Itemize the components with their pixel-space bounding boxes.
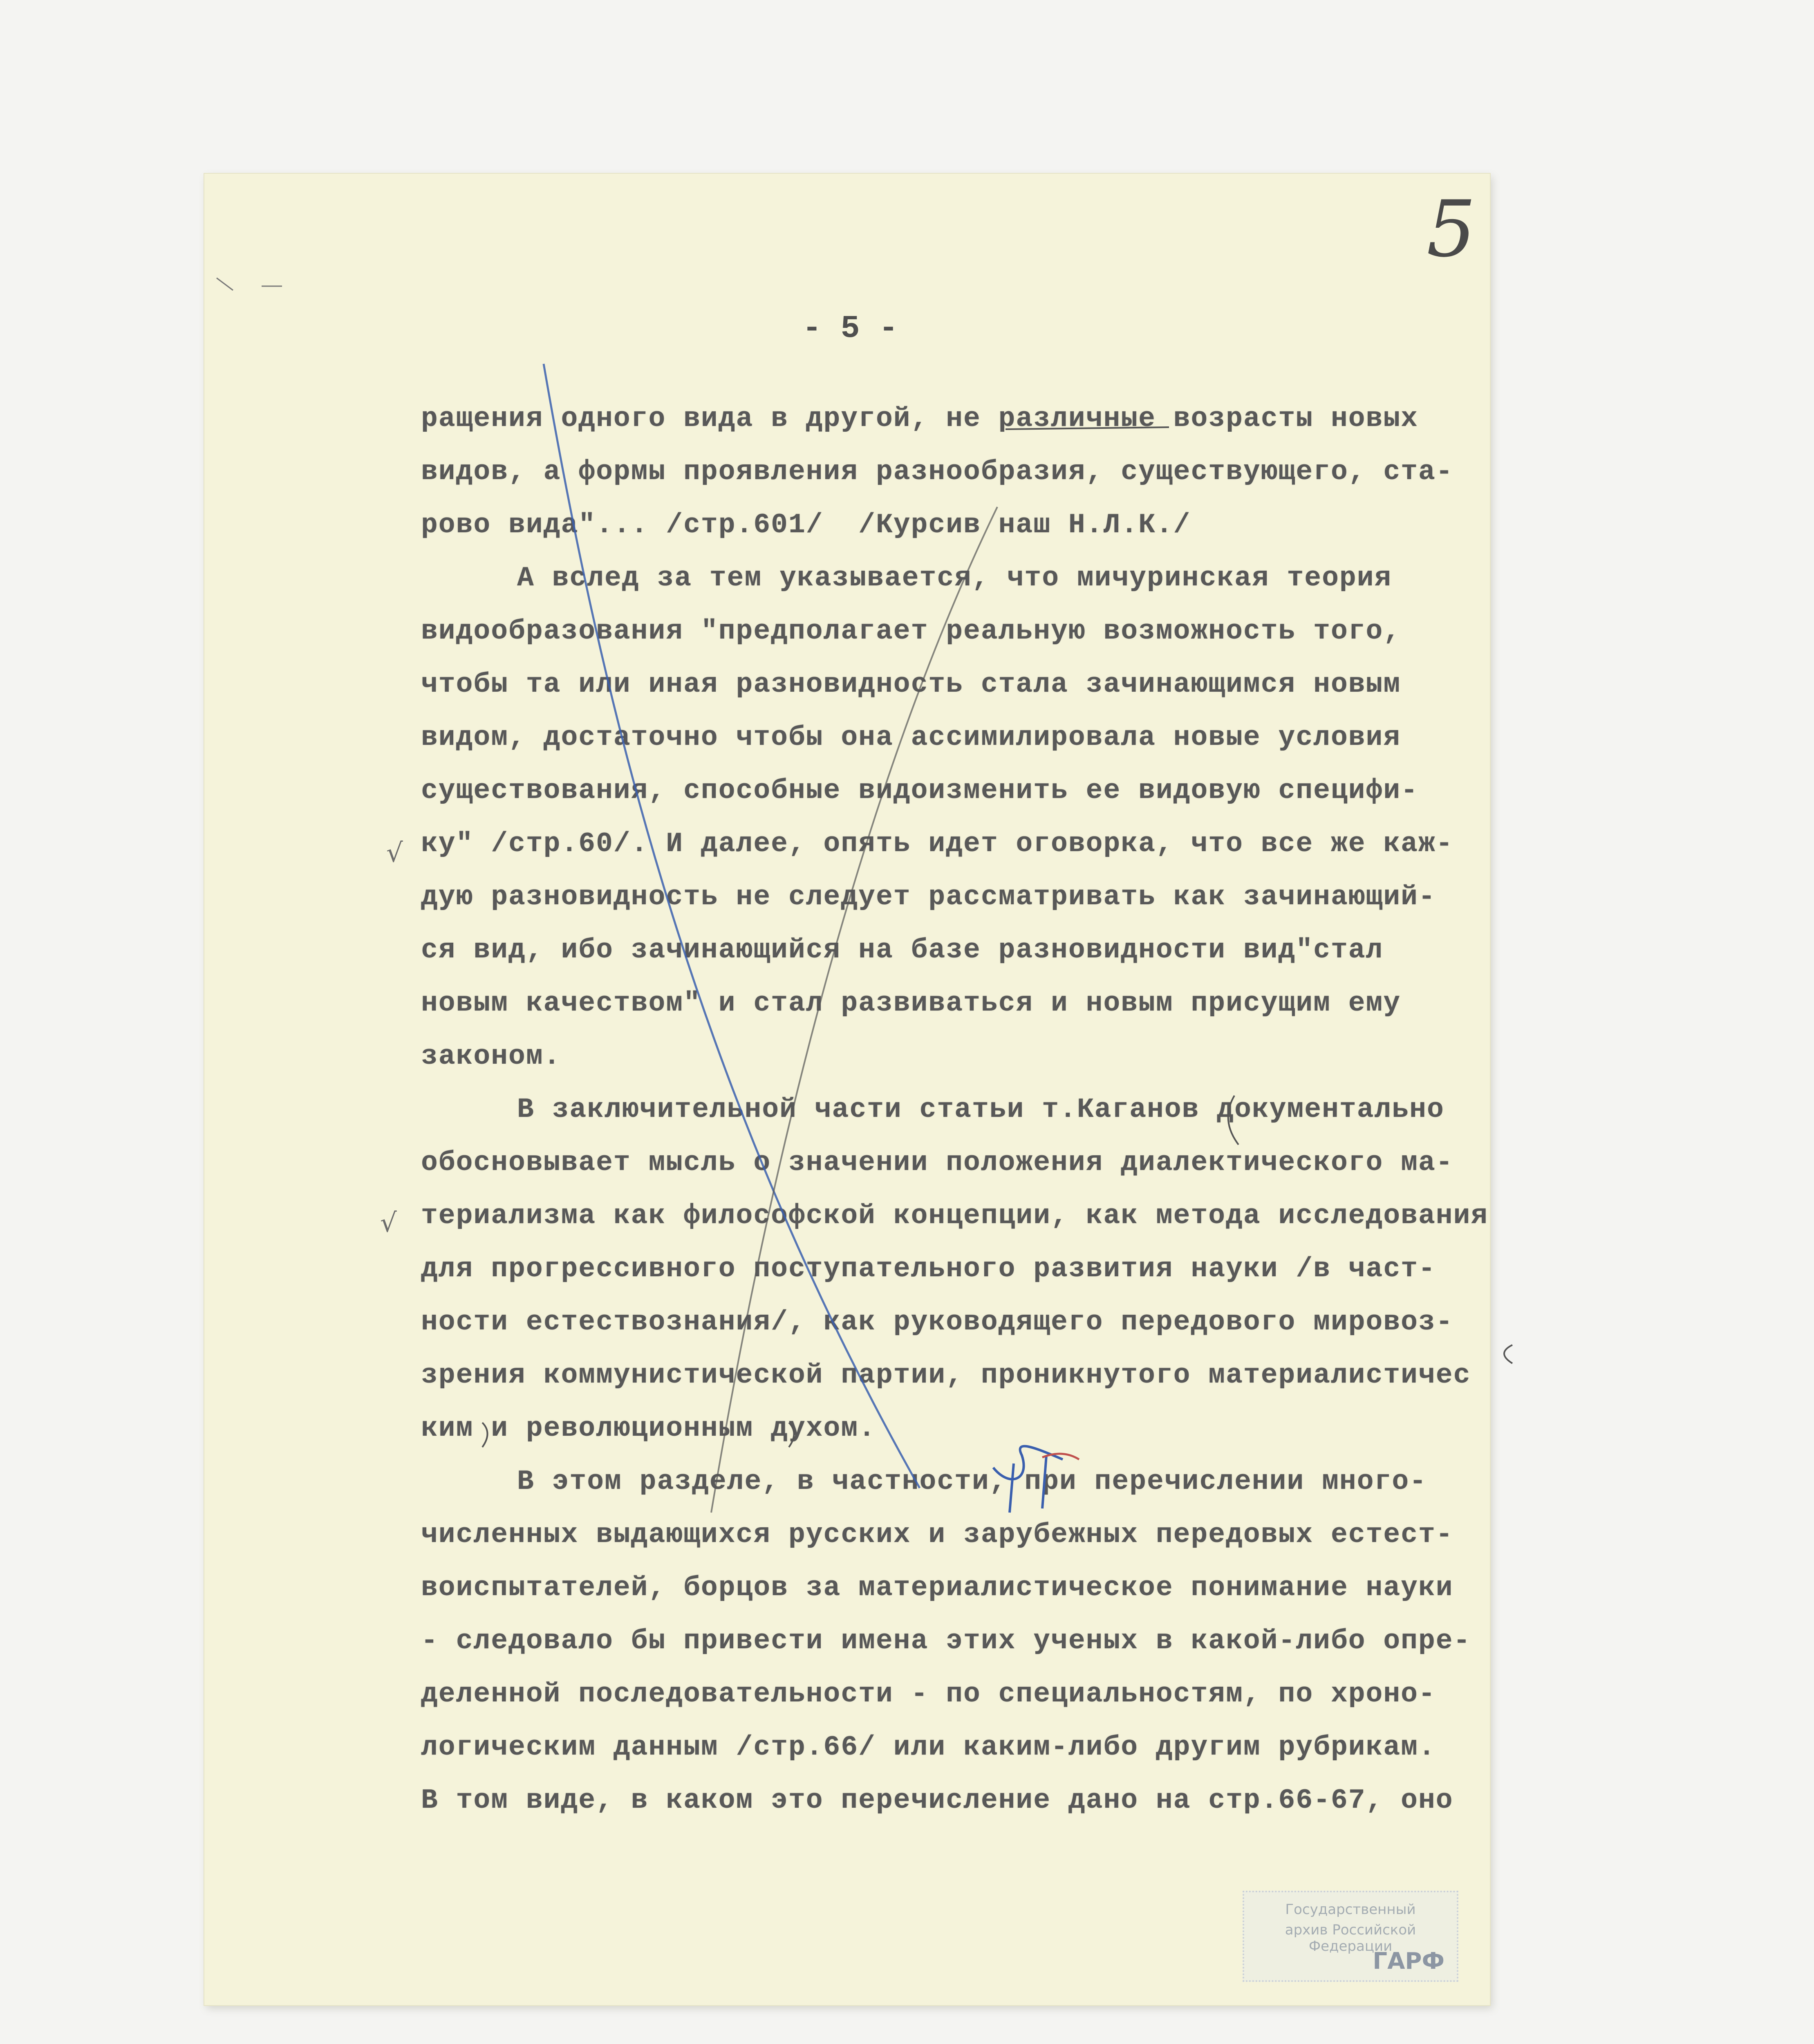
pencil-bracket — [482, 1423, 488, 1447]
margin-check-mark: √ — [386, 838, 403, 868]
typed-line: для прогрессивного поступательного развития науки /в част- — [421, 1253, 1436, 1285]
pencil-bracket — [1504, 1345, 1512, 1363]
typed-line: численных выдающихся русских и зарубежных передовых естест- — [421, 1519, 1453, 1551]
typed-line: - следовало бы привести имена этих ученых в какой-либо опре- — [421, 1625, 1471, 1657]
typed-line: воиспытателей, борцов за материалистическое понимание науки — [421, 1572, 1453, 1604]
page-number: - 5 - — [802, 311, 898, 347]
typed-line: существования, способные видоизменить ее видовую специфи- — [421, 775, 1418, 807]
typed-line: ку" /стр.60/. И далее, опять идет оговорка, что все же каж- — [421, 828, 1453, 860]
typed-line: обосновывает мысль о значении положения диалектического ма- — [421, 1147, 1453, 1179]
typed-line: законом. — [421, 1041, 561, 1072]
typed-line: А вслед за тем указывается, что мичуринская теория — [517, 563, 1392, 594]
margin-check-mark: √ — [380, 1208, 397, 1238]
stamp-archive-name: ГАРФ — [1373, 1948, 1444, 1975]
handwritten-page-number: 5 — [1427, 184, 1476, 274]
typed-line: деленной последовательности - по специальностям, по хроно- — [421, 1679, 1436, 1710]
blue-strike-line — [711, 507, 997, 1513]
pencil-bracket — [1228, 1096, 1238, 1145]
typed-line: видов, а формы проявления разнообразия, существующего, ста- — [421, 456, 1453, 488]
margin-tick — [217, 278, 282, 290]
typed-line: В том виде, в каком это перечисление дано на стр.66-67, оно — [421, 1785, 1453, 1816]
typed-line: ся вид, ибо зачинающийся на базе разновидности вид"стал — [421, 935, 1384, 966]
blue-strike-line — [544, 364, 920, 1488]
typed-line: В заключительной части статьи т.Каганов документально — [517, 1094, 1444, 1125]
archive-stamp — [1243, 1891, 1458, 1982]
typed-line: дую разновидность не следует рассматривать как зачинающий- — [421, 881, 1436, 913]
typed-line: ким и революционным духом. — [421, 1413, 876, 1444]
stamp-text: Государственный — [1285, 1901, 1416, 1918]
typed-line: ности естествознания/, как руководящего передового мировоз- — [421, 1307, 1453, 1338]
typed-line: чтобы та или иная разновидность стала зачинающимся новым — [421, 669, 1401, 700]
typed-line: видом, достаточно чтобы она ассимилировала новые условия — [421, 722, 1401, 753]
typed-line: ращения одного вида в другой, не различные возрасты новых — [421, 403, 1418, 435]
typed-line: логическим данным /стр.66/ или каким-либо другим рубрикам. — [421, 1732, 1436, 1763]
typed-line: видообразования "предполагает реальную возможность того, — [421, 616, 1401, 647]
typed-line: новым качеством" и стал развиваться и новым присущим ему — [421, 988, 1401, 1019]
typed-line: зрения коммунистической партии, проникнутого материалистичес — [421, 1360, 1471, 1391]
pencil-bracket — [789, 1423, 794, 1447]
typed-line: В этом разделе, в частности, при перечислении много- — [517, 1466, 1427, 1497]
typed-line: териализма как философской концепции, как метода исследования — [421, 1200, 1489, 1232]
typed-line: рово вида"... /стр.601/ /Курсив наш Н.Л.К./ — [421, 509, 1191, 541]
blue-proof-mark — [993, 1446, 1063, 1513]
pencil-underline — [1006, 427, 1169, 429]
stamp-text: архив Российской Федерации — [1285, 1922, 1416, 1954]
